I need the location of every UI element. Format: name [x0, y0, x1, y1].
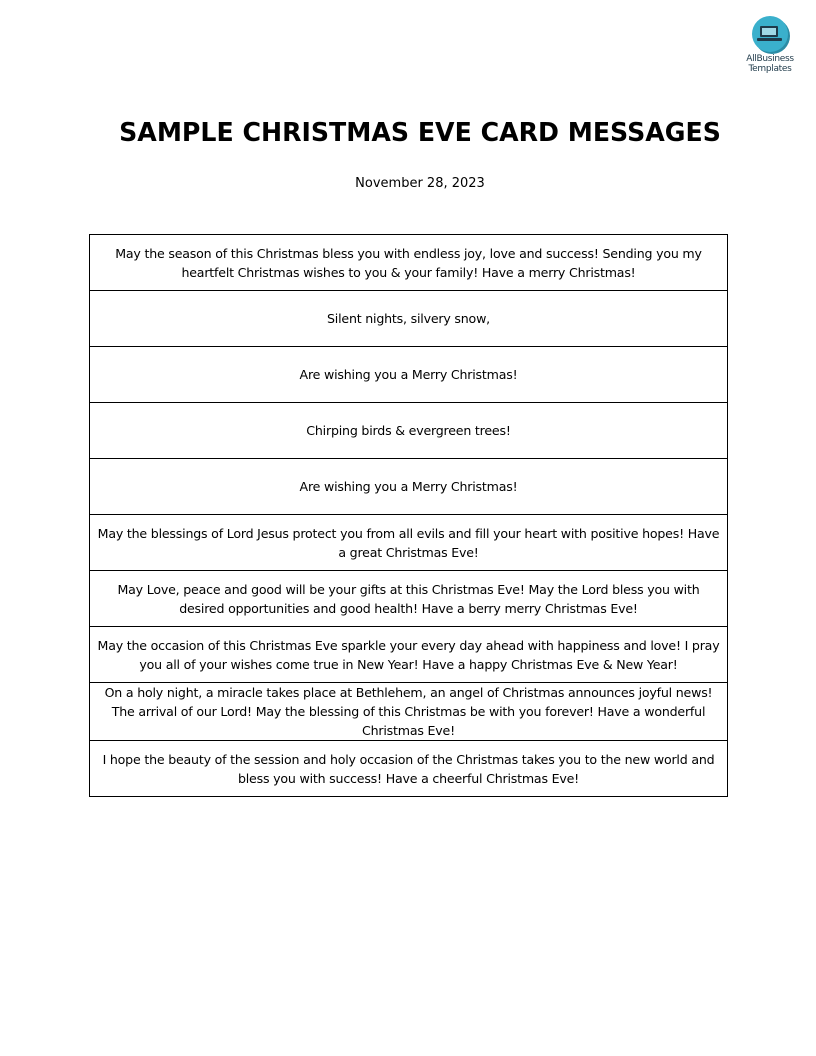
laptop-icon: [752, 16, 788, 52]
message-cell: On a holy night, a miracle takes place at Bethlehem, an angel of Christmas announces joyful news! The arrival of our Lord! May the blessing of this Christmas be with you forever! Have a wonderful Christmas Eve!: [90, 683, 728, 741]
message-cell: Chirping birds & evergreen trees!: [90, 403, 728, 459]
table-row: [90, 235, 728, 291]
messages-table: [89, 234, 728, 797]
table-row: [90, 627, 728, 683]
logo-text-line2: Templates: [748, 64, 792, 74]
table-row: [90, 683, 728, 741]
table-row: [90, 291, 728, 347]
table-row: [90, 571, 728, 627]
table-row: [90, 403, 728, 459]
message-cell: May the occasion of this Christmas Eve sparkle your every day ahead with happiness and love! I pray you all of your wishes come true in New Year! Have a happy Christmas Eve & New Year!: [90, 627, 728, 683]
table-row: [90, 459, 728, 515]
message-cell: May the season of this Christmas bless you with endless joy, love and success! Sending you my heartfelt Christmas wishes to you & your family! Have a merry Christmas!: [90, 235, 728, 291]
table-row: [90, 741, 728, 797]
logo-text: [738, 54, 802, 74]
message-cell: May Love, peace and good will be your gifts at this Christmas Eve! May the Lord bless you with desired opportunities and good health! Have a berry merry Christmas Eve!: [90, 571, 728, 627]
table-row: [90, 347, 728, 403]
message-cell: Are wishing you a Merry Christmas!: [90, 347, 728, 403]
document-date: November 28, 2023: [355, 176, 485, 191]
logo-text-line1: AllBusiness: [746, 54, 794, 64]
message-cell: I hope the beauty of the session and holy occasion of the Christmas takes you to the new world and bless you with success! Have a cheerful Christmas Eve!: [90, 741, 728, 797]
table-row: [90, 515, 728, 571]
message-cell: Silent nights, silvery snow,: [90, 291, 728, 347]
message-cell: Are wishing you a Merry Christmas!: [90, 459, 728, 515]
message-cell: May the blessings of Lord Jesus protect you from all evils and fill your heart with positive hopes! Have a great Christmas Eve!: [90, 515, 728, 571]
allbusiness-templates-logo: [738, 16, 802, 74]
page-title: SAMPLE CHRISTMAS EVE CARD MESSAGES: [119, 118, 721, 148]
